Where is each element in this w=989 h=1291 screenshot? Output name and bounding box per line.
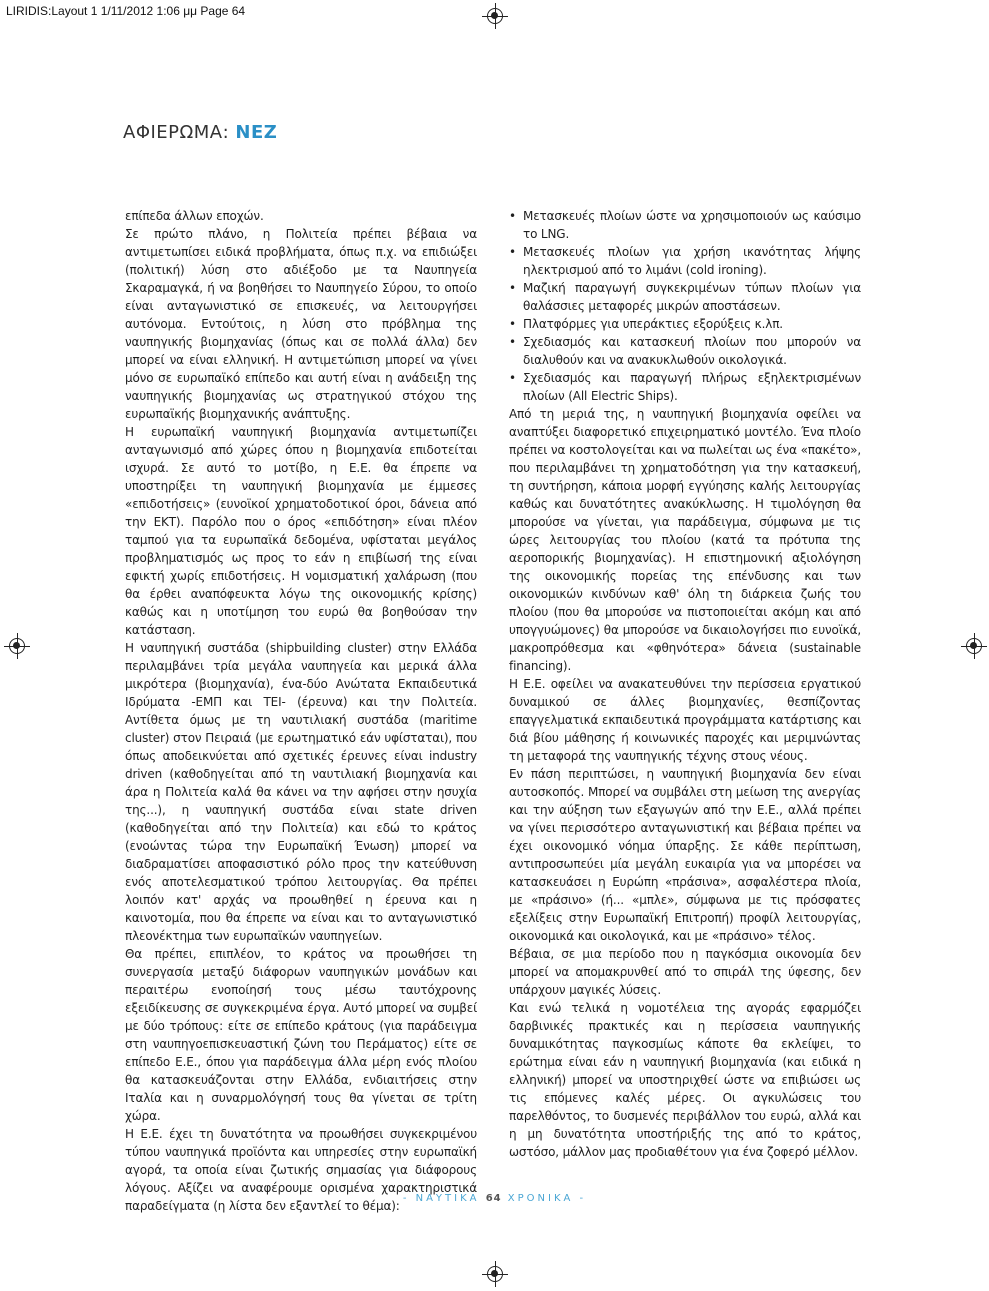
section-label: ΑΦΙΕΡΩΜΑ: xyxy=(123,122,230,143)
paragraph: Η Ε.Ε. έχει τη δυνατότητα να προωθήσει συγκεκριμένου τύπου ναυπηγικά προϊόντα και υπηρεσίες στην ευρωπαϊκή αγορά, τα οποία είναι ζωτικής σημασίας για διάφορους λόγους. Αξίζει να αναφέρουμε ορισμένα χαρακτηριστικά παραδείγματα (η λίστα δεν εξαντλεί το θέμα): xyxy=(125,1127,477,1213)
paragraph: Σε πρώτο πλάνο, η Πολιτεία πρέπει βέβαια να αντιμετωπίσει ειδικά προβλήματα, όπως π.χ. να επιδιώξει (πολιτική) λύση στο αδιέξοδο με τα Ναυπηγεία Σκαραμαγκά, ή να βοηθήσει το Ναυπηγείο Σύρου, το οποίο είναι ανταγωνιστικό σε επισκευές, να λειτουργήσει αυτόνομα. Εντούτοις, η λύση στο πρόβλημα της ναυπηγικής βιομηχανίας (όπως και σε πολλά άλλα) δεν μπορεί να είναι ελληνική. Η αντιμετώπιση μπορεί να γίνει μόνο σε ευρωπαϊκό επίπεδο και αυτή είναι η ανάδειξη της ναυπηγικής βιομηχανίας ως στρατηγικού στόχου της ευρωπαϊκής βιομηχανικής ανάπτυξης. xyxy=(125,227,477,421)
page-footer xyxy=(0,1193,989,1204)
section-accent: ΝΕΖ xyxy=(235,122,278,143)
list-item: • Πλατφόρμες για υπεράκτιες εξορύξεις κ.λπ. xyxy=(509,315,861,333)
list-item: • Σχεδιασμός και κατασκευή πλοίων που μπορούν να διαλυθούν και να ανακυκλωθούν οικολογικά. xyxy=(509,333,861,369)
paragraph: Η Ε.Ε. οφείλει να ανακατευθύνει την περίσσεια εργατικού δυναμικού σε άλλες βιομηχανίες, θεσπίζοντας επαγγελματικά εκπαιδευτικά προγράμματα κατάρτισης και διά βίου μάθησης ή κοινωνικές παροχές και μεριμνώντας τη μεταφορά της ναυπηγικής τέχνης στους νέους. xyxy=(509,677,861,763)
paragraph: Βέβαια, σε μια περίοδο που η παγκόσμια οικονομία δεν μπορεί να απομακρυνθεί από το σπιράλ της ύφεσης, δεν υπάρχουν μαγικές λύσεις. xyxy=(509,947,861,997)
bullet-list xyxy=(509,207,861,405)
paragraph: Η ναυπηγική συστάδα (shipbuilding cluster) στην Ελλάδα περιλαμβάνει τρία μεγάλα ναυπηγεία και μερικά άλλα μικρότερα (βιομηχανία), ένα-δύο Ανώτατα Εκπαιδευτικά Ιδρύματα -ΕΜΠ και ΤΕΙ- (έρευνα) και την Πολιτεία. Αντίθετα όμως με τη ναυτιλιακή συστάδα (maritime cluster) στον Πειραιά (με ερωτηματικό εάν υφίσταται), που όπως αποδεικνύεται από σχετικές έρευνες είναι industry driven (καθοδηγείται από τη ναυτιλιακή βιομηχανία και άρα η Πολιτεία καλά θα κάνει να την αφήσει στην ησυχία της...), η ναυπηγική συστάδα είναι state driven (καθοδηγείται από την Πολιτεία) και εδώ το κράτος (ενοώντας τώρα την Ευρωπαϊκή Ένωση) μπορεί να διαδραματίσει αποφασιστικό ρόλο προς την κατεύθυνση ενός αποτελεσματικού τρόπου λειτουργίας. Θα πρέπει λοιπόν κατ' αρχάς να προωθηθεί η έρευνα και η καινοτομία, που θα έπρεπε να είναι και το ανταγωνιστικό πλεονέκτημα των ευρωπαϊκών ναυπηγείων. xyxy=(125,641,477,943)
paragraph: Εν πάση περιπτώσει, η ναυπηγική βιομηχανία δεν είναι αυτοσκοπός. Μπορεί να συμβάλει στη μείωση της ανεργίας και την αύξηση των εξαγωγών από την Ε.Ε., αλλά πρέπει να γίνει περισσότερο ανταγωνιστική και βέβαια πρέπει να έχει οικονομικό νόημα ύπαρξης. Σε κάθε περίπτωση, αντιπροσωπεύει μία μεγάλη ευκαιρία για να μπορέσει να κατασκευάσει η Ευρώπη «πράσινα», ασφαλέστερα πλοία, με «πράσινο» (ή... «μπλε», σύμφωνα με τις πρόσφατες εξελίξεις στην Ευρωπαϊκή Επιτροπή) προφίλ λειτουργίας, οικονομικά και οικολογικά, και με «πράσινο» τέλος. xyxy=(509,767,861,943)
footer-right: ΧΡΟΝΙΚΑ - xyxy=(507,1193,587,1204)
print-slug: LIRIDIS:Layout 1 1/11/2012 1:06 μμ Page 64 xyxy=(6,4,246,18)
list-item: • Σχεδιασμός και παραγωγή πλήρως εξηλεκτρισμένων πλοίων (All Electric Ships). xyxy=(509,369,861,405)
registration-mark-left-icon xyxy=(9,638,25,654)
list-item: • Μετασκευές πλοίων ώστε να χρησιμοποιούν ως καύσιμο το LNG. xyxy=(509,207,861,243)
registration-mark-top-icon xyxy=(487,8,503,24)
list-item: • Μαζική παραγωγή συγκεκριμένων τύπων πλοίων για θαλάσσιες μεταφορές μικρών αποστάσεων. xyxy=(509,279,861,315)
paragraph: Και ενώ τελικά η νομοτέλεια της αγοράς εφαρμόζει δαρβινικές πρακτικές και η περίσσεια ναυπηγικής δυναμικότητας παγκοσμίως κάποτε θα εκλείψει, το ερώτημα είναι εάν η ναυπηγική βιομηχανία (και ειδικά η ελληνική) μπορεί να υποστηριχθεί ώστε να επιβιώσει ως τις επόμενες καλές μέρες. Οι αγκυλώσεις του παρελθόντος, το δυσμενές περιβάλλον του ευρώ, αλλά και η μη δυνατότητα υποστήριξής της από το κράτος, ωστόσο, μάλλον μας προδιαθέτουν για ένα ζοφερό μέλλον. xyxy=(509,1001,861,1159)
section-title xyxy=(123,122,277,143)
page-number: 64 xyxy=(485,1193,502,1204)
registration-mark-right-icon xyxy=(966,638,982,654)
right-column xyxy=(509,207,861,1161)
footer-left: - ΝΑΥΤΙΚΑ xyxy=(402,1193,480,1204)
paragraph: επίπεδα άλλων εποχών. xyxy=(125,209,264,223)
paragraph: Θα πρέπει, επιπλέον, το κράτος να προωθήσει τη συνεργασία μεταξύ διάφορων ναυπηγικών μονάδων και περαιτέρω ενοποίησή τους μέσω ταυτόχρονης εξειδίκευσης σε συγκεκριμένα έργα. Αυτό μπορεί να συμβεί με δύο τρόπους: είτε σε επίπεδο κράτους (για παράδειγμα στη ναυπηγοεπισκευαστική ζώνη του Περάματος) είτε σε επίπεδο Ε.Ε., όπου για παράδειγμα άλλα μέρη ενός πλοίου θα κατασκευάζονται στην Ελλάδα, ενδιαιτήσεις στην Ιταλία και η συναρμολόγησή τους θα γίνεται σε τρίτη χώρα. xyxy=(125,947,477,1123)
paragraph: Η ευρωπαϊκή ναυπηγική βιομηχανία αντιμετωπίζει ανταγωνισμό από χώρες όπου η βιομηχανία επιδοτείται ισχυρά. Σε αυτό το μοτίβο, η Ε.Ε. θα έπρεπε να υποστηρίξει τη ναυπηγική βιομηχανία με έμμεσες «επιδοτήσεις» (ευνοϊκοί χρηματοδοτικοί όροι, δάνεια από την ΕΚΤ). Παρόλο που ο όρος «επιδότηση» είναι πλέον ταμπού για τα ευρωπαϊκά δεδομένα, υφίσταται μεγάλος προβληματισμός ως προς το εάν η επιβίωσή της είναι εφικτή χωρίς επιδοτήσεις. Η νομισματική χαλάρωση (που θα έρθει αναπόφευκτα λόγω της οικονομικής κρίσης) καθώς και η υποτίμηση του ευρώ θα βοηθούσαν την κατάσταση. xyxy=(125,425,477,637)
list-item: • Μετασκευές πλοίων για χρήση ικανότητας λήψης ηλεκτρισμού από το λιμάνι (cold ironing). xyxy=(509,243,861,279)
paragraph: Από τη μεριά της, η ναυπηγική βιομηχανία οφείλει να αναπτύξει διαφορετικό επιχειρηματικό μοντέλο. Ένα πλοίο πρέπει να κοστολογείται και να πωλείται ως ένα «πακέτο», που περιλαμβάνει τη χρηματοδότηση για την κατασκευή, τη συντήρηση, κάποια μορφή εγγύησης καλής λειτουργίας καθώς και δυνατότητες ανακύκλωσης. Η τιμολόγηση θα μπορούσε να γίνεται, για παράδειγμα, σύμφωνα με τις ώρες λειτουργίας του πλοίου (κατά τα πρότυπα της αεροπορικής βιομηχανίας). Η επιστημονική αξιολόγηση της οικονομικής πορείας της επένδυσης και των οικονομικών κινδύνων καθ' όλη τη διάρκεια ζωής του πλοίου (που θα μπορούσε να πιστοποιείται ακόμη και από υπογγυώμονες) θα μπορούσε να δικαιολογήσει πιο ευνοϊκά, μακροπρόθεσμα και «φθηνότερα» δάνεια (sustainable financing). xyxy=(509,407,861,673)
registration-mark-bottom-icon xyxy=(487,1266,503,1282)
left-column xyxy=(125,207,477,1215)
